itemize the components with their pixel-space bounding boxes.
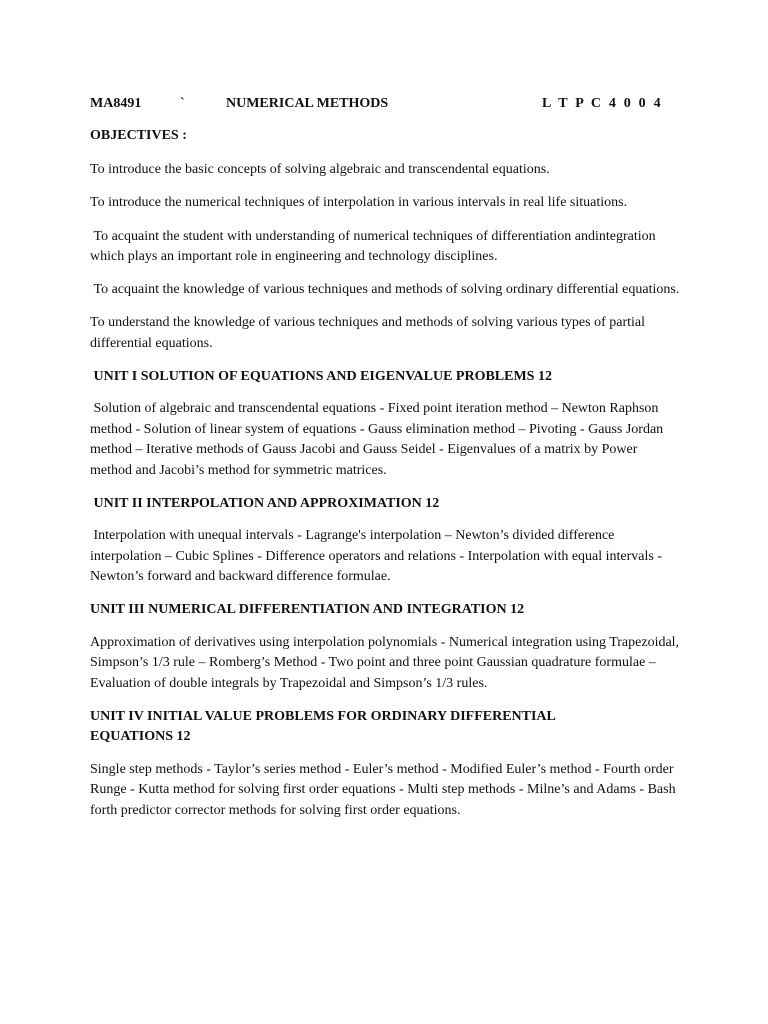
objective-item: To introduce the basic concepts of solving algebraic and transcendental equations. xyxy=(90,161,550,177)
header-tick: ` xyxy=(180,96,185,111)
syllabus-content xyxy=(90,126,682,834)
unit-heading: UNIT III NUMERICAL DIFFERENTIATION AND INTEGRATION 12 xyxy=(90,602,525,617)
course-title: NUMERICAL METHODS xyxy=(226,96,389,111)
course-ltpc: L T P C 4 0 0 4 xyxy=(542,96,663,111)
objective-item: To acquaint the student with understanding of numerical techniques of differentiation andintegration which plays an important role in engineering and technology disciplines. xyxy=(90,228,660,264)
unit-body: Single step methods - Taylor’s series method - Euler’s method - Modified Euler’s method - Fourth order Runge - Kutta method for solving first order equations - Multi step methods - Milne’s and Adams - Bash forth predictor corrector methods for solving first order equations. xyxy=(90,761,676,818)
unit-heading: UNIT I SOLUTION OF EQUATIONS AND EIGENVALUE PROBLEMS 12 xyxy=(90,368,552,384)
objective-item: To introduce the numerical techniques of interpolation in various intervals in real life situations. xyxy=(90,195,628,210)
unit-heading: UNIT II INTERPOLATION AND APPROXIMATION 12 xyxy=(90,495,440,511)
objective-item: To acquaint the knowledge of various techniques and methods of solving ordinary differential equations. xyxy=(90,282,680,297)
unit-body: Interpolation with unequal intervals - Lagrange's interpolation – Newton’s divided difference interpolation – Cubic Splines - Difference operators and relations - Interpolation with equal intervals - Newton’s forward and backward difference formulae. xyxy=(90,528,666,584)
unit-body: Approximation of derivatives using interpolation polynomials - Numerical integration using Trapezoidal, Simpson’s 1/3 rule – Romberg’s Method - Two point and three point Gaussian quadrature formulae – Evaluation of double integrals by Trapezoidal and Simpson’s 1/3 rules. xyxy=(90,634,680,691)
unit-body: Solution of algebraic and transcendental equations - Fixed point iteration method – Newton Raphson method - Solution of linear system of equations - Gauss elimination method – Pivoting - Gauss Jordan method – Iterative methods of Gauss Jacobi and Gauss Seidel - Eigenvalues of a matrix by Power method and Jacobi’s method for symmetric matrices. xyxy=(90,401,667,478)
course-code: MA8491 xyxy=(90,96,142,111)
course-header xyxy=(90,94,663,114)
objective-item: To understand the knowledge of various techniques and methods of solving various types of partial differential equations. xyxy=(90,315,646,351)
unit-heading: UNIT IV INITIAL VALUE PROBLEMS FOR ORDINARY DIFFERENTIAL EQUATIONS 12 xyxy=(90,708,556,744)
objectives-heading: OBJECTIVES : xyxy=(90,128,187,143)
